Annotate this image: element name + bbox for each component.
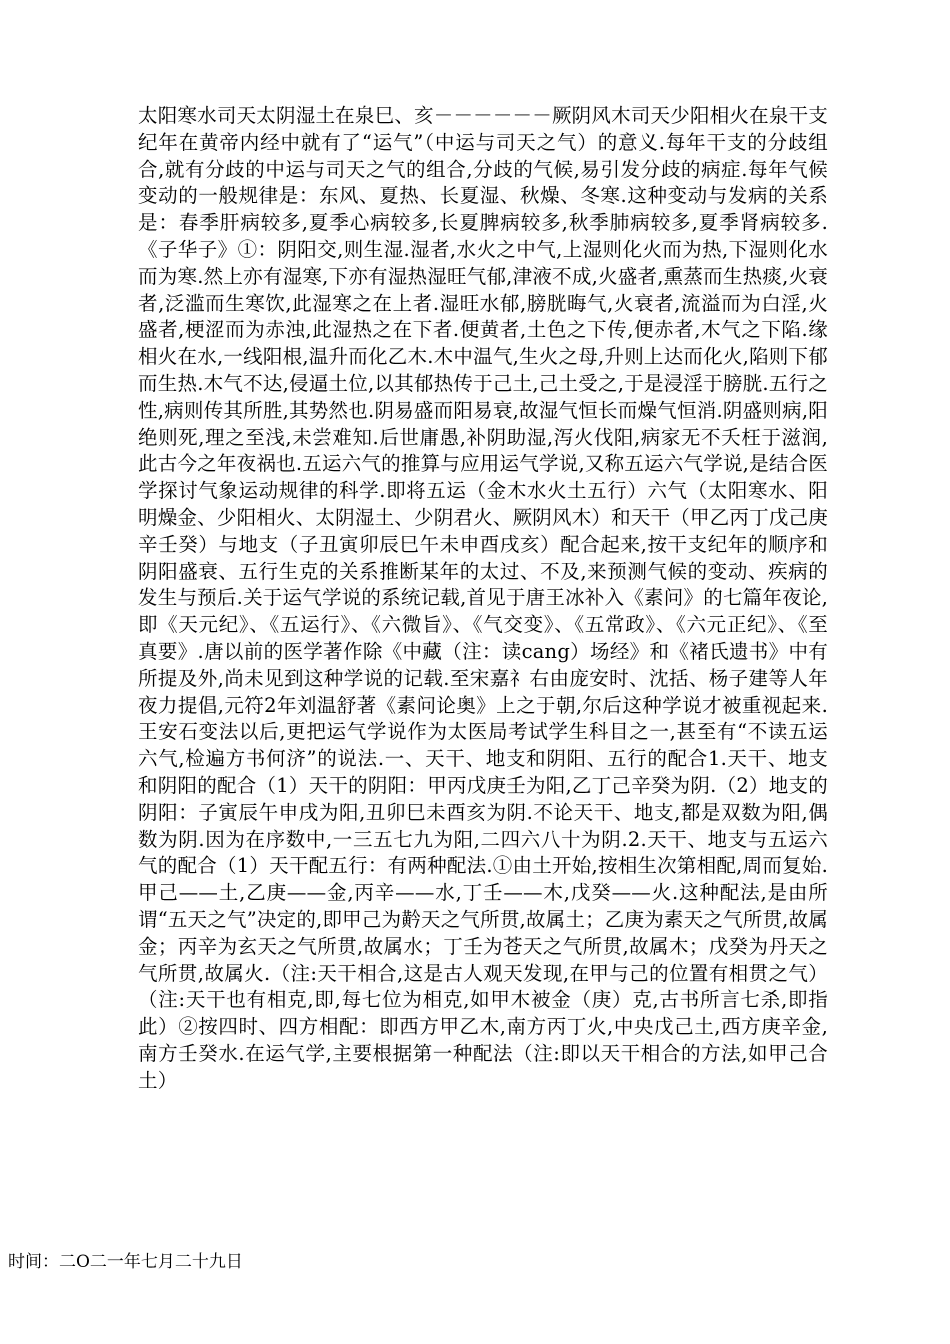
footer-label: 时间： (8, 1252, 59, 1272)
date-footer (8, 1251, 268, 1274)
body-paragraph: 太阳寒水司天太阴湿土在泉巳、亥－－－－－－厥阴风木司天少阳相火在泉干支纪年在黄帝内经中就有了“运气”（中运与司天之气）的意义.每年干支的分歧组合,就有分歧的中运与司天之气的组合,分歧的气候,易引发分歧的病症.每年气候变动的一般规律是：东风、夏热、长夏湿、秋燥、冬寒.这种变动与发病的关系是：春季肝病较多,夏季心病较多,长夏脾病较多,秋季肺病较多,夏季肾病较多.《子华子》①：阴阳交,则生湿.湿者,水火之中气,上湿则化火而为热,下湿则化水而为寒.然上亦有湿寒,下亦有湿热湿旺气郁,津液不成,火盛者,熏蒸而生热痰,火衰者,泛滥而生寒饮,此湿寒之在上者.湿旺水郁,膀胱晦气,火衰者,流溢而为白淫,火盛者,梗涩而为赤浊,此湿热之在下者.便黄者,土色之下传,便赤者,木气之下陷.缘相火在水,一线阳根,温升而化乙木.木中温气,生火之母,升则上达而化火,陷则下郁而生热.木气不达,侵逼土位,以其郁热传于己土,己土受之,于是浸淫于膀胱.五行之性,病则传其所胜,其势然也.阴易盛而阳易衰,故湿气恒长而燥气恒消.阴盛则病,阳绝则死,理之至浅,未尝难知.后世庸愚,补阴助湿,泻火伐阳,病家无不夭枉于滋润,此古今之年夜祸也.五运六气的推算与应用运气学说,又称五运六气学说,是结合医学探讨气象运动规律的科学.即将五运（金木水火土五行）六气（太阳寒水、阳明燥金、少阳相火、太阴湿土、少阴君火、厥阴风木）和天干（甲乙丙丁戊己庚辛壬癸）与地支（子丑寅卯辰巳午未申酉戌亥）配合起来,按干支纪年的顺序和阴阳盛衰、五行生克的关系推断某年的太过、不及,来预测气候的变动、疾病的发生与预后.关于运气学说的系统记载,首见于唐王冰补入《素问》的七篇年夜论,即《天元纪》、《五运行》、《六微旨》、《气交变》、《五常政》、《六元正纪》、《至真要》.唐以前的医学著作除《中藏（注：读cang）场经》和《褚氏遗书》中有所提及外,尚未见到这种学说的记载.至宋嘉礻右由庞安时、沈括、杨子建等人年夜力提倡,元符2年刘温舒著《素问论奥》上之于朝,尔后这种学说才被重视起来.王安石变法以后,更把运气学说作为太医局考试学生科目之一,甚至有“不读五运六气,检遍方书何济”的说法.一、天干、地支和阴阳、五行的配合1.天干、地支和阴阳的配合（1）天干的阴阳：甲丙戊庚壬为阳,乙丁己辛癸为阴.（2）地支的阴阳：子寅辰午申戌为阳,丑卯巳未酉亥为阴.不论天干、地支,都是双数为阳,偶数为阴.因为在序数中,一三五七九为阳,二四六八十为阴.2.天干、地支与五运六气的配合（1）天干配五行：有两种配法.①由土开始,按相生次第相配,周而复始.甲己——土,乙庚——金,丙辛——水,丁壬——木,戊癸——火.这种配法,是由所谓“五天之气”决定的,即甲己为黅天之气所贯,故属土；乙庚为素天之气所贯,故属金；丙辛为玄天之气所贯,故属水；丁壬为苍天之气所贯,故属木；戊癸为丹天之气所贯,故属火.（注:天干相合,这是古人观天发现,在甲与己的位置有相贯之气）（注:天干也有相克,即,每七位为相克,如甲木被金（庚）克,古书所言七杀,即指此）②按四时、四方相配：即西方甲乙木,南方丙丁火,中央戊己土,西方庚辛金,南方壬癸水.在运气学,主要根据第一种配法（注:即以天干相合的方法,如甲己合土） (138, 104, 828, 1092)
footer-date: 二O二一年七月二十九日 (59, 1252, 243, 1272)
